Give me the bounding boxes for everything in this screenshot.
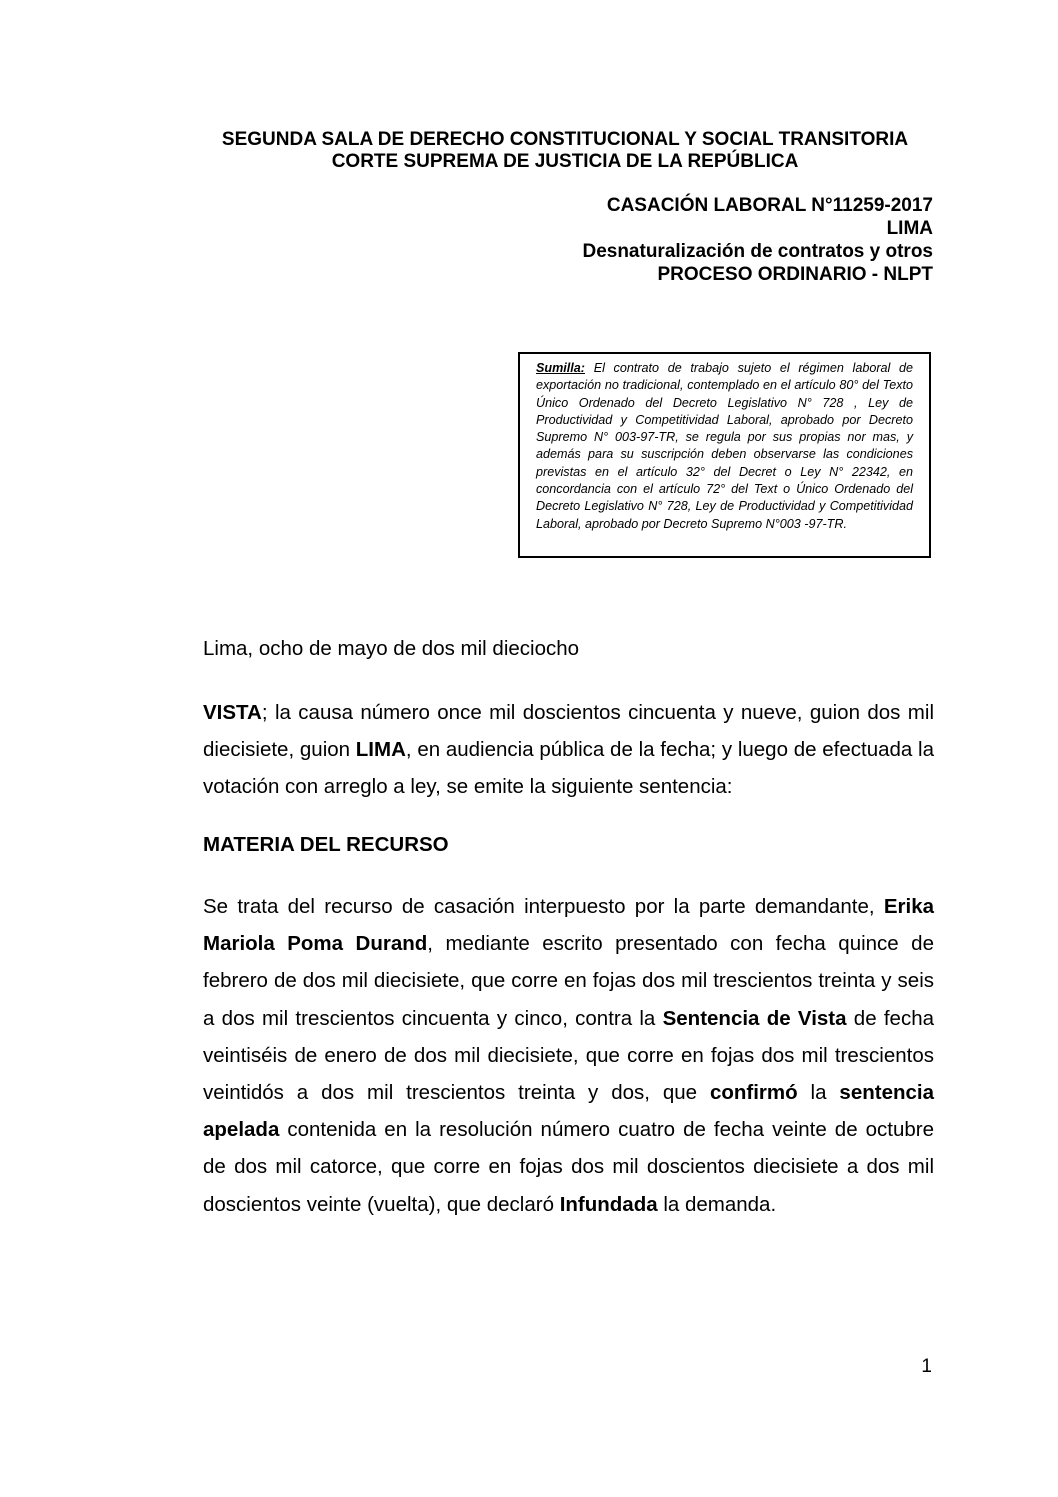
recurso-text-6: la demanda. bbox=[657, 1192, 777, 1216]
materia-heading: MATERIA DEL RECURSO bbox=[203, 833, 449, 856]
vista-paragraph bbox=[203, 694, 934, 806]
court-name-line1: SEGUNDA SALA DE DERECHO CONSTITUCIONAL Y SOCIAL TRANSITORIA bbox=[221, 129, 909, 150]
date-line: Lima, ocho de mayo de dos mil dieciocho bbox=[203, 637, 580, 660]
page-number: 1 bbox=[921, 1356, 932, 1377]
recurso-text-5: contenida en la resolución número cuatro de fecha veinte de octubre de dos mil catorce, que corre en fojas dos mil doscientos diecisiete a dos mil doscientos veinte (vuelta), que declaró bbox=[203, 1118, 934, 1216]
vista-bold-label: VISTA bbox=[203, 701, 262, 724]
sumilla-box bbox=[518, 352, 931, 558]
vista-text-2: , en audiencia pública de la fecha; y luego de efectuada la votación con arreglo a ley, se emite la siguiente sentencia: bbox=[203, 738, 934, 799]
vista-text-1: ; la causa número once mil doscientos cincuenta y nueve, guion dos mil diecisiete, guion bbox=[203, 701, 934, 762]
recurso-bold-plaintiff: Erika Mariola Poma Durand bbox=[203, 895, 934, 956]
case-subject: Desnaturalización de contratos y otros bbox=[582, 241, 933, 262]
recurso-bold-sentencia-vista: Sentencia de Vista bbox=[662, 1006, 847, 1030]
case-number: CASACIÓN LABORAL N°11259-2017 bbox=[606, 195, 933, 216]
recurso-paragraph bbox=[203, 888, 934, 1223]
recurso-text-4: la bbox=[797, 1081, 840, 1105]
case-process: PROCESO ORDINARIO - NLPT bbox=[657, 264, 933, 285]
vista-bold-city: LIMA bbox=[355, 738, 406, 762]
recurso-text-3: de fecha veintiséis de enero de dos mil diecisiete, que corre en fojas dos mil trescientos veintidós a dos mil trescientos treinta y dos, que bbox=[203, 1006, 935, 1105]
recurso-bold-infundada: Infundada bbox=[559, 1192, 658, 1216]
recurso-text-1: Se trata del recurso de casación interpuesto por la parte demandante, bbox=[203, 895, 884, 918]
recurso-text-2: , mediante escrito presentado con fecha quince de febrero de dos mil diecisiete, que corre en fojas dos mil trescientos treinta y seis a dos mil trescientos cincuenta y cinco, contra la bbox=[203, 932, 934, 1030]
case-city: LIMA bbox=[886, 218, 933, 239]
sumilla-body: El contrato de trabajo sujeto el régimen laboral de exportación no tradicional, contemplado en el artículo 80° del Texto Único Ordenado del Decreto Legislativo N° 728 , Ley de Productividad y Competitividad Laboral, aprobado por Decreto Supremo N° 003-97-TR, se regula por sus propias nor mas, y además para su suscripción deben observarse las condiciones previstas en el artículo 32° del Decret o Ley N° 22342, en concordancia con el artículo 72° del Text o Único Ordenado del Decreto Legislativo N° 728, Ley de Productividad y Competitividad Laboral, aprobado por Decreto Supremo N°003 -97-TR. bbox=[536, 361, 914, 531]
sumilla-text bbox=[536, 360, 913, 533]
recurso-bold-confirmo: confirmó bbox=[709, 1081, 798, 1105]
court-name-line2: CORTE SUPREMA DE JUSTICIA DE LA REPÚBLICA bbox=[331, 151, 799, 172]
sumilla-label: Sumilla: bbox=[536, 361, 585, 375]
recurso-bold-sentencia-apelada: sentencia apelada bbox=[203, 1081, 934, 1142]
